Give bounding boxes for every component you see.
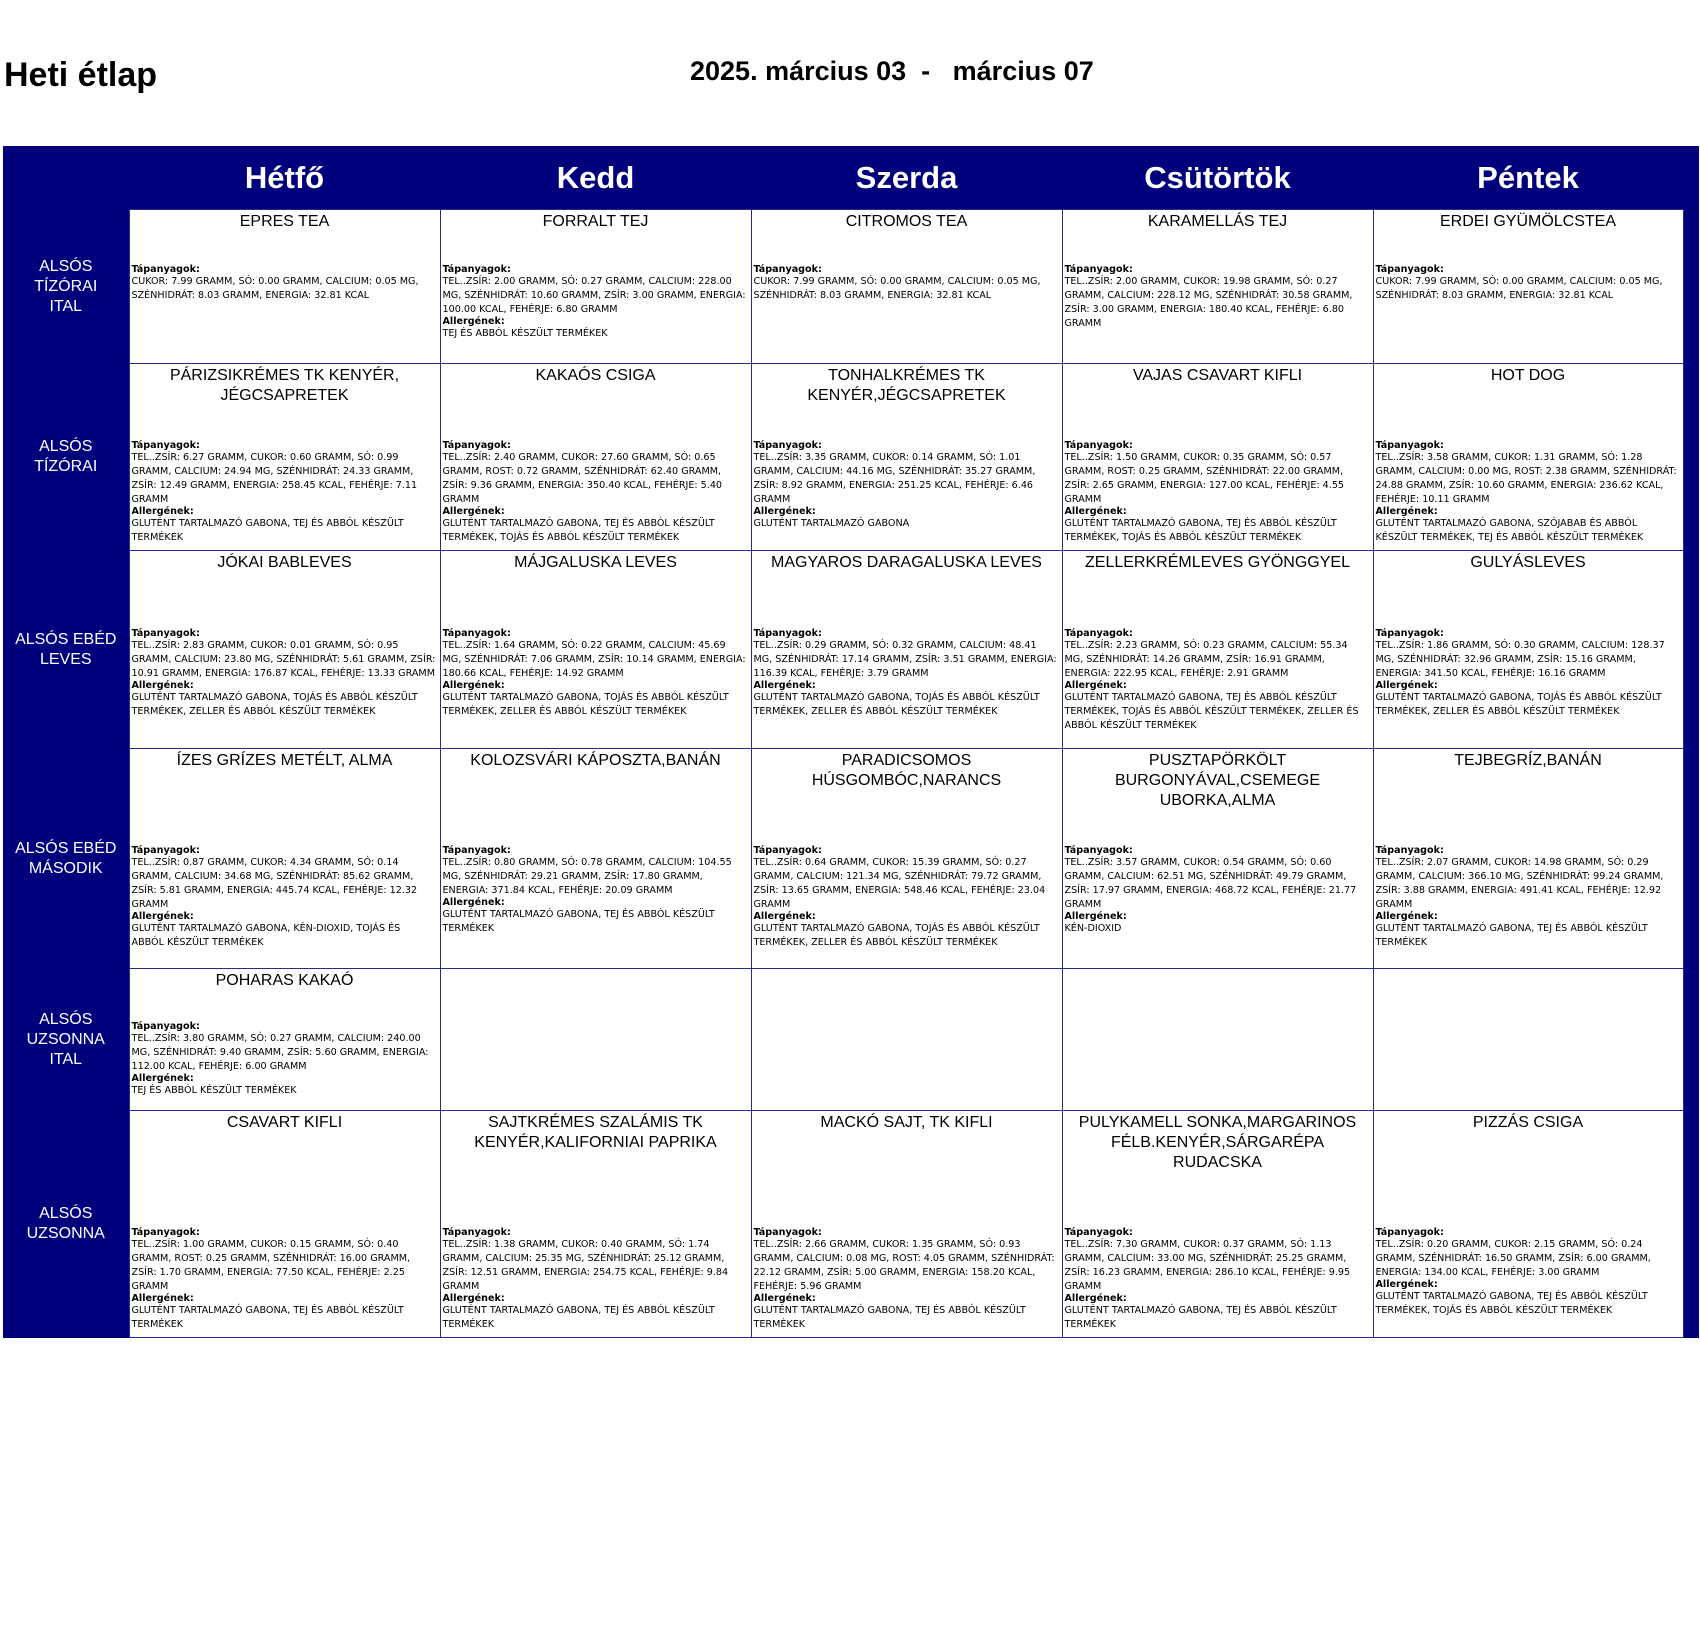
nutrients-text: CUKOR: 7.99 GRAMM, SÓ: 0.00 GRAMM, CALCIUM: 0.05 MG, SZÉNHIDRÁT: 8.03 GRAMM, ENERGIA: 32.81 KCAL — [1375, 276, 1663, 301]
allergens-text: GLUTÉNT TARTALMAZÓ GABONA, TEJ ÉS ABBÓL KÉSZÜLT TERMÉKEK, TOJÁS ÉS ABBÓL KÉSZÜLT TERMÉKEK, ZELLER ÉS ABBÓL KÉSZÜLT TERMÉKEK — [1064, 692, 1359, 731]
right-edge — [1683, 969, 1699, 1111]
allergens-text: GLUTÉNT TARTALMAZÓ GABONA — [753, 518, 910, 529]
allergens-label: Allergének: — [442, 506, 505, 517]
allergens-text: GLUTÉNT TARTALMAZÓ GABONA, TOJÁS ÉS ABBÓL KÉSZÜLT TERMÉKEK, ZELLER ÉS ABBÓL KÉSZÜLT TERMÉKEK — [753, 923, 1040, 948]
weekly-menu-table — [3, 146, 1699, 1338]
meal-row — [3, 210, 1699, 364]
nutrients-label: Tápanyagok: — [131, 1021, 200, 1032]
allergens-label: Allergének: — [1375, 506, 1438, 517]
dish-name: CSAVART KIFLI — [226, 1114, 343, 1131]
dish-name: CITROMOS TEA — [845, 213, 968, 230]
allergens-text: TEJ ÉS ABBÓL KÉSZÜLT TERMÉKEK — [442, 328, 608, 339]
day-header: Hétfő — [129, 146, 440, 210]
dish-name: GULYÁSLEVES — [1470, 554, 1586, 571]
dish-name: MÁJGALUSKA LEVES — [514, 554, 677, 571]
allergens-text: GLUTÉNT TARTALMAZÓ GABONA, KÉN-DIOXID, TOJÁS ÉS ABBÓL KÉSZÜLT TERMÉKEK — [131, 923, 401, 948]
menu-cell — [751, 551, 1062, 749]
allergens-label: Allergének: — [1375, 680, 1438, 691]
menu-cell — [440, 210, 751, 364]
day-header-row — [3, 146, 1699, 210]
menu-cell — [440, 969, 751, 1111]
menu-cell — [129, 210, 440, 364]
nutrients-label: Tápanyagok: — [1375, 440, 1444, 451]
nutrients-label: Tápanyagok: — [753, 1227, 822, 1238]
menu-cell — [1062, 749, 1373, 969]
menu-cell — [1373, 1111, 1683, 1338]
menu-cell — [440, 1111, 751, 1338]
nutrition-info — [132, 1228, 436, 1332]
meal-row-label: ALSÓS EBÉD LEVES — [3, 551, 129, 749]
dish-name — [441, 969, 751, 971]
nutrition-info — [132, 265, 436, 303]
dish-name: ERDEI GYÜMÖLCSTEA — [1439, 213, 1617, 230]
nutrients-text: TEL..ZSÍR: 1.50 GRAMM, CUKOR: 0.35 GRAMM, SÓ: 0.57 GRAMM, ROST: 0.25 GRAMM, SZÉNHIDRÁT: 22.00 GRAMM, ZSÍR: 2.65 GRAMM, ENERGIA: 127.00 KCAL, FEHÉRJE: 4.55 GRAMM — [1064, 452, 1345, 505]
meal-row — [3, 1111, 1699, 1338]
nutrients-label: Tápanyagok: — [131, 440, 200, 451]
allergens-text: GLUTÉNT TARTALMAZÓ GABONA, TEJ ÉS ABBÓL KÉSZÜLT TERMÉKEK — [442, 1305, 715, 1330]
nutrients-text: TEL..ZSÍR: 0.20 GRAMM, CUKOR: 2.15 GRAMM, SÓ: 0.24 GRAMM, SZÉNHIDRÁT: 16.50 GRAMM, ZSÍR: 6.00 GRAMM, ENERGIA: 134.00 KCAL, FEHÉRJE: 3.00 GRAMM — [1375, 1239, 1651, 1278]
nutrients-text: TEL..ZSÍR: 0.64 GRAMM, CUKOR: 15.39 GRAMM, SÓ: 0.27 GRAMM, CALCIUM: 121.34 MG, SZÉNHIDRÁT: 79.72 GRAMM, ZSÍR: 13.65 GRAMM, ENERGIA: 548.46 KCAL, FEHÉRJE: 23.04 GRAMM — [753, 857, 1046, 910]
allergens-label: Allergének: — [131, 1293, 194, 1304]
nutrition-info — [754, 846, 1058, 950]
allergens-label: Allergének: — [131, 506, 194, 517]
allergens-text: GLUTÉNT TARTALMAZÓ GABONA, TEJ ÉS ABBÓL KÉSZÜLT TERMÉKEK — [442, 909, 715, 934]
nutrients-text: TEL..ZSÍR: 0.29 GRAMM, SÓ: 0.32 GRAMM, CALCIUM: 48.41 MG, SZÉNHIDRÁT: 17.14 GRAMM, ZSÍR: 3.51 GRAMM, ENERGIA: 116.39 KCAL, FEHÉRJE: 3.79 GRAMM — [753, 640, 1057, 679]
right-edge — [1683, 364, 1699, 551]
dish-name: PÁRIZSIKRÉMES TK KENYÉR, JÉGCSAPRETEK — [169, 367, 400, 404]
allergens-text: GLUTÉNT TARTALMAZÓ GABONA, TEJ ÉS ABBÓL KÉSZÜLT TERMÉKEK — [131, 518, 404, 543]
nutrients-label: Tápanyagok: — [1064, 440, 1133, 451]
menu-cell — [751, 969, 1062, 1111]
meal-row — [3, 969, 1699, 1111]
allergens-label: Allergének: — [753, 911, 816, 922]
dish-name: KARAMELLÁS TEJ — [1147, 213, 1288, 230]
nutrients-label: Tápanyagok: — [1064, 628, 1133, 639]
nutrients-label: Tápanyagok: — [1375, 264, 1444, 275]
menu-cell — [129, 364, 440, 551]
meal-row — [3, 364, 1699, 551]
menu-cell — [1373, 551, 1683, 749]
allergens-text: GLUTÉNT TARTALMAZÓ GABONA, TEJ ÉS ABBÓL KÉSZÜLT TERMÉKEK — [131, 1305, 404, 1330]
allergens-label: Allergének: — [131, 680, 194, 691]
dish-name: PARADICSOMOS HÚSGOMBÓC,NARANCS — [811, 752, 1002, 789]
nutrients-label: Tápanyagok: — [442, 440, 511, 451]
dish-name — [1374, 969, 1683, 971]
nutrition-info — [1065, 846, 1369, 936]
right-edge — [1683, 551, 1699, 749]
dish-name: ÍZES GRÍZES METÉLT, ALMA — [176, 752, 393, 769]
nutrition-info — [1376, 846, 1679, 950]
dish-name — [1063, 969, 1373, 971]
menu-cell — [751, 749, 1062, 969]
allergens-label: Allergének: — [442, 680, 505, 691]
menu-cell — [1373, 210, 1683, 364]
dish-name: VAJAS CSAVART KIFLI — [1132, 367, 1303, 384]
day-header: Péntek — [1373, 146, 1683, 210]
menu-cell — [751, 210, 1062, 364]
nutrition-info — [754, 265, 1058, 303]
nutrition-info — [1065, 629, 1369, 733]
meal-row-label: ALSÓS UZSONNA — [3, 1111, 129, 1338]
allergens-text: TEJ ÉS ABBÓL KÉSZÜLT TERMÉKEK — [131, 1085, 297, 1096]
dish-name: TEJBEGRÍZ,BANÁN — [1454, 752, 1602, 769]
day-header: Kedd — [440, 146, 751, 210]
allergens-text: KÉN-DIOXID — [1064, 923, 1122, 934]
nutrition-info — [754, 441, 1058, 531]
day-header: Csütörtök — [1062, 146, 1373, 210]
nutrients-text: TEL..ZSÍR: 0.87 GRAMM, CUKOR: 4.34 GRAMM, SÓ: 0.14 GRAMM, CALCIUM: 34.68 MG, SZÉNHIDRÁT: 85.62 GRAMM, ZSÍR: 5.81 GRAMM, ENERGIA: 445.74 KCAL, FEHÉRJE: 12.32 GRAMM — [131, 857, 418, 910]
nutrition-info — [443, 846, 747, 936]
allergens-text: GLUTÉNT TARTALMAZÓ GABONA, TEJ ÉS ABBÓL KÉSZÜLT TERMÉKEK — [753, 1305, 1026, 1330]
nutrition-info — [754, 1228, 1058, 1332]
menu-cell — [751, 364, 1062, 551]
allergens-label: Allergének: — [442, 1293, 505, 1304]
dish-name: MACKÓ SAJT, TK KIFLI — [820, 1114, 993, 1131]
nutrients-text: TEL..ZSÍR: 2.00 GRAMM, SÓ: 0.27 GRAMM, CALCIUM: 228.00 MG, SZÉNHIDRÁT: 10.60 GRAMM, ZSÍR: 3.00 GRAMM, ENERGIA: 100.00 KCAL, FEHÉRJE: 6.80 GRAMM — [442, 276, 746, 315]
allergens-label: Allergének: — [442, 316, 505, 327]
nutrition-info — [1065, 265, 1369, 331]
nutrition-info — [443, 1228, 747, 1332]
menu-cell — [129, 749, 440, 969]
dish-name: PULYKAMELL SONKA,MARGARINOS FÉLB.KENYÉR,SÁRGARÉPA RUDACSKA — [1078, 1114, 1357, 1171]
dish-name: FORRALT TEJ — [542, 213, 649, 230]
meal-row-label: ALSÓS TÍZÓRAI ITAL — [3, 210, 129, 364]
dish-name: PUSZTAPÖRKÖLT BURGONYÁVAL,CSEMEGE UBORKA,ALMA — [1114, 752, 1321, 809]
nutrients-text: TEL..ZSÍR: 7.30 GRAMM, CUKOR: 0.37 GRAMM, SÓ: 1.13 GRAMM, CALCIUM: 33.00 MG, SZÉNHIDRÁT: 25.25 GRAMM, ZSÍR: 16.23 GRAMM, ENERGIA: 286.10 KCAL, FEHÉRJE: 9.95 GRAMM — [1064, 1239, 1351, 1292]
nutrients-label: Tápanyagok: — [753, 440, 822, 451]
menu-cell — [1062, 364, 1373, 551]
menu-cell — [1373, 364, 1683, 551]
nutrition-info — [443, 629, 747, 719]
nutrients-text: TEL..ZSÍR: 3.57 GRAMM, CUKOR: 0.54 GRAMM, SÓ: 0.60 GRAMM, CALCIUM: 62.51 MG, SZÉNHIDRÁT: 49.79 GRAMM, ZSÍR: 17.97 GRAMM, ENERGIA: 468.72 KCAL, FEHÉRJE: 21.77 GRAMM — [1064, 857, 1357, 910]
menu-cell — [1062, 210, 1373, 364]
nutrients-text: TEL..ZSÍR: 2.66 GRAMM, CUKOR: 1.35 GRAMM, SÓ: 0.93 GRAMM, CALCIUM: 0.08 MG, ROST: 4.05 GRAMM, SZÉNHIDRÁT: 22.12 GRAMM, ZSÍR: 5.00 GRAMM, ENERGIA: 158.20 KCAL, FEHÉRJE: 5.96 GRAMM — [753, 1239, 1055, 1292]
allergens-label: Allergének: — [753, 680, 816, 691]
day-header: Szerda — [751, 146, 1062, 210]
allergens-text: GLUTÉNT TARTALMAZÓ GABONA, TOJÁS ÉS ABBÓL KÉSZÜLT TERMÉKEK, ZELLER ÉS ABBÓL KÉSZÜLT TERMÉKEK — [1375, 692, 1662, 717]
nutrients-label: Tápanyagok: — [1375, 845, 1444, 856]
nutrition-info — [132, 1022, 436, 1098]
allergens-text: GLUTÉNT TARTALMAZÓ GABONA, SZÓJABAB ÉS ABBÓL KÉSZÜLT TERMÉKEK, TEJ ÉS ABBÓL KÉSZÜLT TERMÉKEK — [1375, 518, 1644, 543]
allergens-label: Allergének: — [131, 1073, 194, 1084]
nutrients-label: Tápanyagok: — [1375, 1227, 1444, 1238]
menu-cell — [1062, 551, 1373, 749]
menu-cell — [1373, 749, 1683, 969]
nutrients-label: Tápanyagok: — [131, 1227, 200, 1238]
nutrition-info — [132, 629, 436, 719]
allergens-text: GLUTÉNT TARTALMAZÓ GABONA, TOJÁS ÉS ABBÓL KÉSZÜLT TERMÉKEK, ZELLER ÉS ABBÓL KÉSZÜLT TERMÉKEK — [753, 692, 1040, 717]
nutrients-label: Tápanyagok: — [753, 845, 822, 856]
allergens-text: GLUTÉNT TARTALMAZÓ GABONA, TEJ ÉS ABBÓL KÉSZÜLT TERMÉKEK — [1064, 1305, 1337, 1330]
nutrients-label: Tápanyagok: — [131, 845, 200, 856]
nutrients-label: Tápanyagok: — [1064, 1227, 1133, 1238]
allergens-text: GLUTÉNT TARTALMAZÓ GABONA, TEJ ÉS ABBÓL KÉSZÜLT TERMÉKEK, TOJÁS ÉS ABBÓL KÉSZÜLT TERMÉKEK — [1375, 1291, 1648, 1316]
meal-row-label: ALSÓS EBÉD MÁSODIK — [3, 749, 129, 969]
nutrition-info — [1376, 441, 1679, 545]
menu-cell — [129, 1111, 440, 1338]
allergens-label: Allergének: — [1064, 911, 1127, 922]
nutrition-info — [443, 441, 747, 545]
nutrients-text: TEL..ZSÍR: 1.64 GRAMM, SÓ: 0.22 GRAMM, CALCIUM: 45.69 MG, SZÉNHIDRÁT: 7.06 GRAMM, ZSÍR: 10.14 GRAMM, ENERGIA: 180.66 KCAL, FEHÉRJE: 14.92 GRAMM — [442, 640, 746, 679]
allergens-label: Allergének: — [1064, 680, 1127, 691]
nutrition-info — [1376, 629, 1679, 719]
nutrition-info — [1065, 1228, 1369, 1332]
dish-name: KOLOZSVÁRI KÁPOSZTA,BANÁN — [470, 752, 721, 769]
dish-name: JÓKAI BABLEVES — [217, 554, 352, 571]
menu-cell — [1373, 969, 1683, 1111]
nutrients-text: TEL..ZSÍR: 2.00 GRAMM, CUKOR: 19.98 GRAMM, SÓ: 0.27 GRAMM, CALCIUM: 228.12 MG, SZÉNHIDRÁT: 30.58 GRAMM, ZSÍR: 3.00 GRAMM, ENERGIA: 180.40 KCAL, FEHÉRJE: 6.80 GRAMM — [1064, 276, 1353, 329]
right-edge — [1683, 749, 1699, 969]
allergens-label: Allergének: — [753, 1293, 816, 1304]
nutrition-info — [132, 441, 436, 545]
menu-cell — [129, 969, 440, 1111]
nutrients-label: Tápanyagok: — [1064, 845, 1133, 856]
dish-name: TONHALKRÉMES TK KENYÉR,JÉGCSAPRETEK — [807, 367, 1006, 404]
nutrition-info — [1065, 441, 1369, 545]
allergens-label: Allergének: — [753, 506, 816, 517]
nutrition-info — [1376, 265, 1679, 303]
nutrients-label: Tápanyagok: — [442, 1227, 511, 1238]
dish-name: ZELLERKRÉMLEVES GYÖNGGYEL — [1085, 554, 1350, 571]
date-range: 2025. március 03 - március 07 — [690, 56, 1094, 86]
right-edge — [1683, 210, 1699, 364]
nutrients-text: TEL..ZSÍR: 3.35 GRAMM, CUKOR: 0.14 GRAMM, SÓ: 1.01 GRAMM, CALCIUM: 44.16 MG, SZÉNHIDRÁT: 35.27 GRAMM, ZSÍR: 8.92 GRAMM, ENERGIA: 251.25 KCAL, FEHÉRJE: 6.46 GRAMM — [753, 452, 1036, 505]
menu-cell — [440, 749, 751, 969]
nutrients-text: TEL..ZSÍR: 2.23 GRAMM, SÓ: 0.23 GRAMM, CALCIUM: 55.34 MG, SZÉNHIDRÁT: 14.26 GRAMM, ZSÍR: 16.91 GRAMM, ENERGIA: 222.95 KCAL, FEHÉRJE: 2.91 GRAMM — [1064, 640, 1348, 679]
allergens-label: Allergének: — [1064, 1293, 1127, 1304]
nutrition-info — [754, 629, 1058, 719]
allergens-label: Allergének: — [131, 911, 194, 922]
nutrition-info — [132, 846, 436, 950]
nutrients-text: TEL..ZSÍR: 3.58 GRAMM, CUKOR: 1.31 GRAMM, SÓ: 1.28 GRAMM, CALCIUM: 0.00 MG, ROST: 2.38 GRAMM, SZÉNHIDRÁT: 24.88 GRAMM, ZSÍR: 10.60 GRAMM, ENERGIA: 236.62 KCAL, FEHÉRJE: 10.11 GRAMM — [1375, 452, 1677, 505]
meal-row-label: ALSÓS TÍZÓRAI — [3, 364, 129, 551]
nutrients-label: Tápanyagok: — [753, 264, 822, 275]
menu-cell — [1062, 1111, 1373, 1338]
menu-cell — [440, 551, 751, 749]
nutrients-text: TEL..ZSÍR: 6.27 GRAMM, CUKOR: 0.60 GRAMM, SÓ: 0.99 GRAMM, CALCIUM: 24.94 MG, SZÉNHIDRÁT: 24.33 GRAMM, ZSÍR: 12.49 GRAMM, ENERGIA: 258.45 KCAL, FEHÉRJE: 7.11 GRAMM — [131, 452, 418, 505]
dish-name: PIZZÁS CSIGA — [1472, 1114, 1584, 1131]
nutrients-text: TEL..ZSÍR: 2.07 GRAMM, CUKOR: 14.98 GRAMM, SÓ: 0.29 GRAMM, CALCIUM: 366.10 MG, SZÉNHIDRÁT: 99.24 GRAMM, ZSÍR: 3.88 GRAMM, ENERGIA: 491.41 KCAL, FEHÉRJE: 12.92 GRAMM — [1375, 857, 1664, 910]
right-edge — [1683, 1111, 1699, 1338]
nutrients-text: TEL..ZSÍR: 3.80 GRAMM, SÓ: 0.27 GRAMM, CALCIUM: 240.00 MG, SZÉNHIDRÁT: 9.40 GRAMM, ZSÍR: 5.60 GRAMM, ENERGIA: 112.00 KCAL, FEHÉRJE: 6.00 GRAMM — [131, 1033, 429, 1072]
allergens-text: GLUTÉNT TARTALMAZÓ GABONA, TOJÁS ÉS ABBÓL KÉSZÜLT TERMÉKEK, ZELLER ÉS ABBÓL KÉSZÜLT TERMÉKEK — [442, 692, 729, 717]
nutrition-info — [443, 265, 747, 341]
dish-name: KAKAÓS CSIGA — [535, 367, 656, 384]
nutrients-text: CUKOR: 7.99 GRAMM, SÓ: 0.00 GRAMM, CALCIUM: 0.05 MG, SZÉNHIDRÁT: 8.03 GRAMM, ENERGIA: 32.81 KCAL — [131, 276, 419, 301]
nutrients-label: Tápanyagok: — [442, 628, 511, 639]
nutrients-text: TEL..ZSÍR: 2.83 GRAMM, CUKOR: 0.01 GRAMM, SÓ: 0.95 GRAMM, CALCIUM: 23.80 MG, SZÉNHIDRÁT: 5.61 GRAMM, ZSÍR: 10.91 GRAMM, ENERGIA: 176.87 KCAL, FEHÉRJE: 13.33 GRAMM — [131, 640, 436, 679]
allergens-text: GLUTÉNT TARTALMAZÓ GABONA, TEJ ÉS ABBÓL KÉSZÜLT TERMÉKEK, TOJÁS ÉS ABBÓL KÉSZÜLT TERMÉKEK — [1064, 518, 1337, 543]
nutrients-label: Tápanyagok: — [1064, 264, 1133, 275]
nutrients-label: Tápanyagok: — [442, 264, 511, 275]
allergens-label: Allergének: — [1064, 506, 1127, 517]
dish-name: MAGYAROS DARAGALUSKA LEVES — [771, 554, 1042, 571]
allergens-label: Allergének: — [442, 897, 505, 908]
nutrients-text: TEL..ZSÍR: 1.86 GRAMM, SÓ: 0.30 GRAMM, CALCIUM: 128.37 MG, SZÉNHIDRÁT: 32.96 GRAMM, ZSÍR: 15.16 GRAMM, ENERGIA: 341.50 KCAL, FEHÉRJE: 16.16 GRAMM — [1375, 640, 1665, 679]
menu-cell — [440, 364, 751, 551]
nutrients-label: Tápanyagok: — [442, 845, 511, 856]
nutrients-text: TEL..ZSÍR: 0.80 GRAMM, SÓ: 0.78 GRAMM, CALCIUM: 104.55 MG, SZÉNHIDRÁT: 29.21 GRAMM, ZSÍR: 17.80 GRAMM, ENERGIA: 371.84 KCAL, FEHÉRJE: 20.09 GRAMM — [442, 857, 732, 896]
meal-row — [3, 749, 1699, 969]
dish-name: HOT DOG — [1490, 367, 1566, 384]
dish-name: POHARAS KAKAÓ — [215, 972, 354, 989]
nutrients-text: CUKOR: 7.99 GRAMM, SÓ: 0.00 GRAMM, CALCIUM: 0.05 MG, SZÉNHIDRÁT: 8.03 GRAMM, ENERGIA: 32.81 KCAL — [753, 276, 1041, 301]
dish-name: EPRES TEA — [239, 213, 330, 230]
allergens-text: GLUTÉNT TARTALMAZÓ GABONA, TEJ ÉS ABBÓL KÉSZÜLT TERMÉKEK, TOJÁS ÉS ABBÓL KÉSZÜLT TERMÉKEK — [442, 518, 715, 543]
nutrients-label: Tápanyagok: — [753, 628, 822, 639]
menu-cell — [129, 551, 440, 749]
nutrients-label: Tápanyagok: — [131, 628, 200, 639]
nutrients-text: TEL..ZSÍR: 2.40 GRAMM, CUKOR: 27.60 GRAMM, SÓ: 0.65 GRAMM, ROST: 0.72 GRAMM, SZÉNHIDRÁT: 62.40 GRAMM, ZSÍR: 9.36 GRAMM, ENERGIA: 350.40 KCAL, FEHÉRJE: 5.40 GRAMM — [442, 452, 723, 505]
nutrients-label: Tápanyagok: — [131, 264, 200, 275]
corner-cell — [3, 146, 129, 210]
nutrition-info — [1376, 1228, 1679, 1318]
meal-row-label: ALSÓS UZSONNA ITAL — [3, 969, 129, 1111]
menu-cell — [751, 1111, 1062, 1338]
nutrients-text: TEL..ZSÍR: 1.38 GRAMM, CUKOR: 0.40 GRAMM, SÓ: 1.74 GRAMM, CALCIUM: 25.35 MG, SZÉNHIDRÁT: 25.12 GRAMM, ZSÍR: 12.51 GRAMM, ENERGIA: 254.75 KCAL, FEHÉRJE: 9.84 GRAMM — [442, 1239, 729, 1292]
page-title: Heti étlap — [4, 56, 158, 94]
right-edge — [1683, 146, 1699, 210]
nutrients-label: Tápanyagok: — [1375, 628, 1444, 639]
dish-name — [752, 969, 1062, 971]
meal-row — [3, 551, 1699, 749]
nutrients-text: TEL..ZSÍR: 1.00 GRAMM, CUKOR: 0.15 GRAMM, SÓ: 0.40 GRAMM, ROST: 0.25 GRAMM, SZÉNHIDRÁT: 16.00 GRAMM, ZSÍR: 1.70 GRAMM, ENERGIA: 77.50 KCAL, FEHÉRJE: 2.25 GRAMM — [131, 1239, 411, 1292]
allergens-text: GLUTÉNT TARTALMAZÓ GABONA, TOJÁS ÉS ABBÓL KÉSZÜLT TERMÉKEK, ZELLER ÉS ABBÓL KÉSZÜLT TERMÉKEK — [131, 692, 418, 717]
menu-cell — [1062, 969, 1373, 1111]
allergens-text: GLUTÉNT TARTALMAZÓ GABONA, TEJ ÉS ABBÓL KÉSZÜLT TERMÉKEK — [1375, 923, 1648, 948]
dish-name: SAJTKRÉMES SZALÁMIS TK KENYÉR,KALIFORNIAI PAPRIKA — [474, 1114, 717, 1151]
allergens-label: Allergének: — [1375, 1279, 1438, 1290]
allergens-label: Allergének: — [1375, 911, 1438, 922]
